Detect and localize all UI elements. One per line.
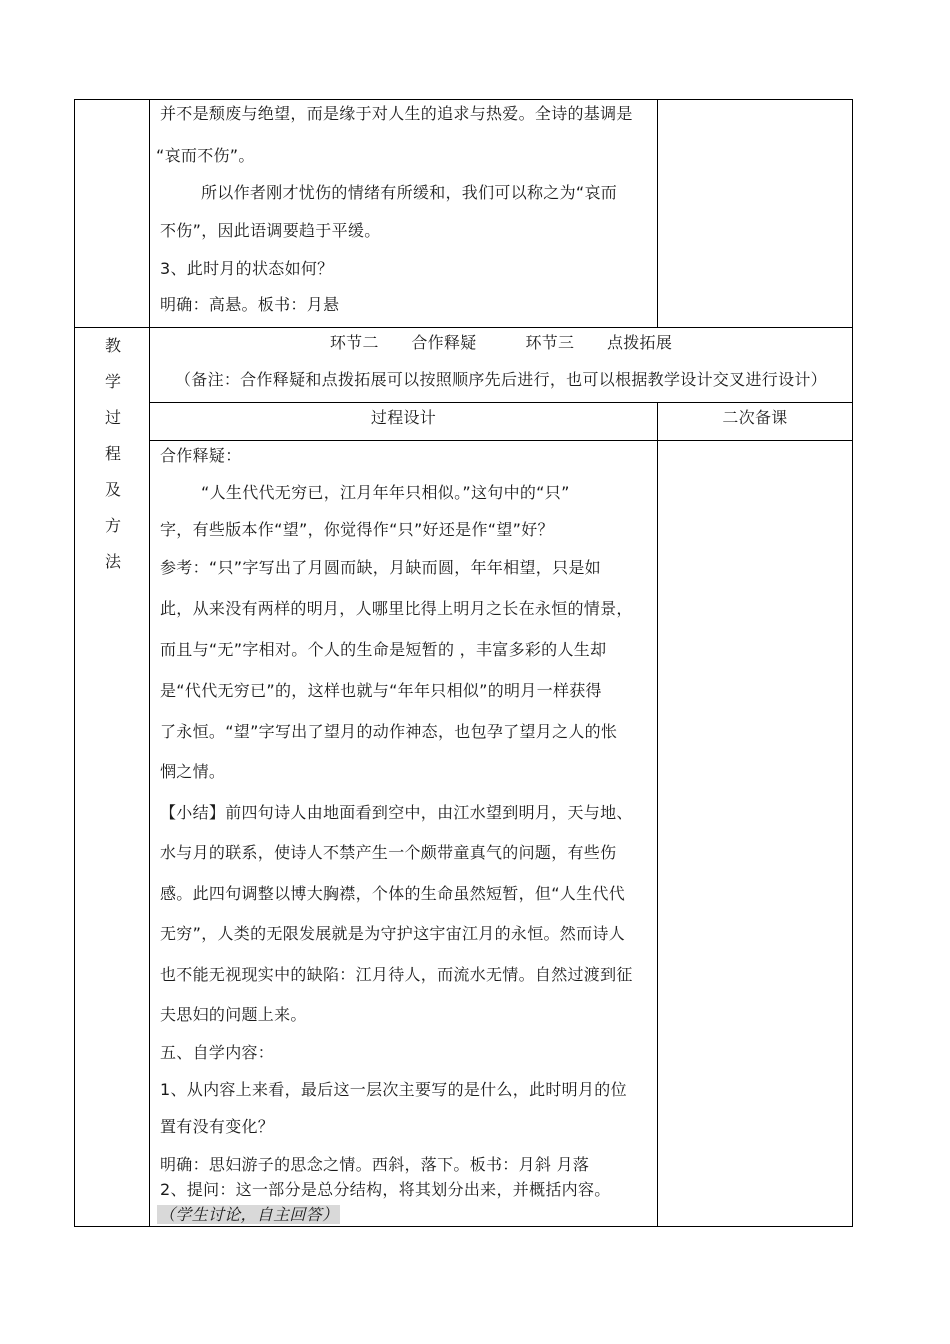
- body-line-18: 置有没有变化？: [160, 1117, 275, 1136]
- body-line-9: 惘之情。: [160, 762, 226, 781]
- table-border-top: [74, 99, 853, 100]
- side-label-char: 程: [104, 444, 121, 463]
- body-line-10: 【小结】前四句诗人由地面看到空中，由江水望到明月，天与地、: [160, 803, 633, 822]
- body-line-3: 字，有些版本作“望”，你觉得作“只”好还是作“望”好？: [160, 520, 554, 539]
- second-prep-header: 二次备课: [722, 408, 788, 427]
- column-divider-label: [149, 99, 150, 1227]
- body-line-2: “人生代代无穷已，江月年年只相似。”这句中的“只”: [201, 483, 570, 502]
- body-line-8: 了永恒。“望”字写出了望月的动作神态，也包孕了望月之人的怅: [160, 722, 618, 741]
- body-line-1: 合作释疑：: [160, 446, 242, 465]
- body-line-20: 2、提问：这一部分是总分结构，将其划分出来，并概括内容。: [160, 1180, 611, 1199]
- section-note: （备注：合作释疑和点拨拓展可以按照顺序先后进行，也可以根据教学设计交叉进行设计）: [174, 370, 827, 389]
- section-title: 环节二 合作释疑 环节三 点拨拓展: [329, 333, 673, 352]
- body-line-6: 而且与“无”字相对。个人的生命是短暂的 ，丰富多彩的人生却: [160, 640, 607, 659]
- row1-answer: 明确：高悬。板书：月悬: [160, 295, 340, 314]
- body-line-16: 五、自学内容：: [160, 1043, 275, 1062]
- column-divider-second-bottom: [657, 402, 658, 1227]
- body-line-14: 也不能无视现实中的缺陷：江月待人，而流水无情。自然过渡到征: [160, 965, 633, 984]
- table-border-bottom: [74, 1226, 853, 1227]
- row1-line-2: “哀而不伤”。: [156, 146, 255, 165]
- side-label-char: 法: [104, 552, 121, 571]
- row1-line-4: 不伤”，因此语调要趋于平缓。: [160, 221, 381, 240]
- row1-question: 3、此时月的状态如何？: [160, 259, 334, 278]
- body-line-4: 参考：“只”字写出了月圆而缺，月缺而圆，年年相望，只是如: [160, 558, 601, 577]
- body-line-5: 此，从来没有两样的明月，人哪里比得上明月之长在永恒的情景，: [160, 599, 633, 618]
- table-border-right: [852, 99, 853, 1227]
- body-line-7: 是“代代无穷已”的，这样也就与“年年只相似”的明月一样获得: [160, 681, 602, 700]
- body-line-13: 无穷”，人类的无限发展就是为守护这宇宙江月的永恒。然而诗人: [160, 924, 625, 943]
- side-label-char: 及: [104, 480, 121, 499]
- side-label-char: 教: [104, 336, 121, 355]
- body-line-19: 明确：思妇游子的思念之情。西斜，落下。板书：月斜 月落: [160, 1155, 590, 1174]
- body-line-17: 1、从内容上来看，最后这一层次主要写的是什么，此时明月的位: [160, 1080, 627, 1099]
- body-line-21: [157, 1205, 340, 1225]
- body-line-12: 感。此四句调整以博大胸襟，个体的生命虽然短暂，但“人生代代: [160, 884, 625, 903]
- side-label-char: 学: [104, 372, 121, 391]
- row-divider-1: [74, 327, 853, 328]
- side-label: [100, 328, 126, 580]
- row-divider-2: [149, 402, 853, 403]
- body-line-15: 夫思妇的问题上来。: [160, 1005, 307, 1024]
- highlighted-note: （学生讨论，自主回答）: [159, 1205, 339, 1224]
- row1-line-3: 所以作者刚才忧伤的情绪有所缓和，我们可以称之为“哀而: [201, 183, 618, 202]
- side-label-char: 过: [104, 408, 121, 427]
- column-divider-second-top: [657, 99, 658, 328]
- process-design-header: 过程设计: [370, 408, 437, 427]
- table-border-left: [74, 99, 75, 1227]
- body-line-11: 水与月的联系，使诗人不禁产生一个颇带童真气的问题，有些伤: [160, 843, 617, 862]
- row1-line-1: 并不是颓废与绝望，而是缘于对人生的追求与热爱。全诗的基调是: [160, 104, 633, 123]
- row-divider-3: [149, 440, 853, 441]
- side-label-char: 方: [104, 516, 121, 535]
